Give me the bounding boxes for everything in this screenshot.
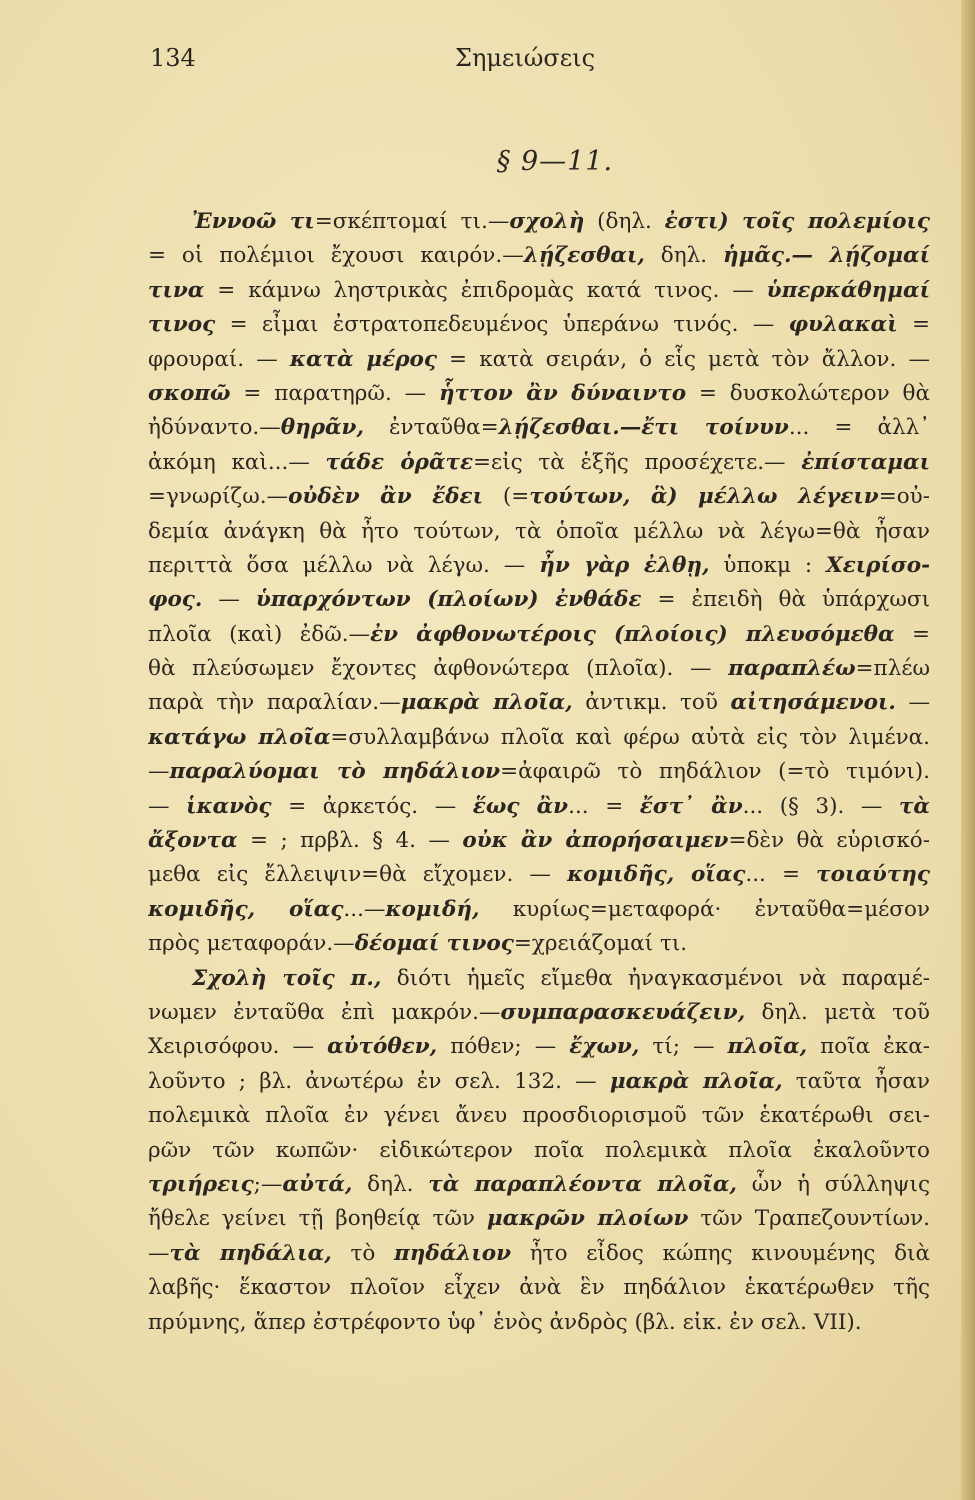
greek-term: τὰ παραπλέοντα πλοῖα,: [428, 1171, 737, 1197]
page-edge: [961, 0, 975, 1500]
text-line: [148, 686, 930, 720]
text-line: [148, 205, 930, 239]
gloss-text: ...—: [343, 896, 386, 922]
gloss-text: δηλ.: [644, 243, 723, 269]
gloss-text: φρουραί. —: [148, 346, 290, 372]
greek-term: ἦν γὰρ ἐλθῃ,: [539, 552, 710, 578]
gloss-text: τῶν Τραπεζουντίων.: [688, 1206, 930, 1232]
gloss-text: παρὰ τὴν παραλίαν.—: [148, 690, 401, 716]
gloss-text: πρὸς μεταφοράν.—: [148, 931, 355, 957]
text-line: [148, 343, 930, 377]
text-line: [148, 1271, 930, 1305]
gloss-text: =γνωρίζω.—: [148, 484, 289, 510]
text-line: [148, 858, 930, 892]
gloss-text: —: [148, 793, 187, 819]
greek-term: κατὰ μέρος: [289, 346, 437, 372]
greek-term: φος.: [148, 587, 203, 613]
gloss-text: =πλέω: [855, 656, 930, 682]
greek-term: κομιδή,: [385, 896, 480, 922]
greek-term: ἱκανὸς: [186, 793, 272, 819]
greek-term: ἕως ἂν: [472, 793, 569, 819]
text-line: [148, 1237, 930, 1271]
greek-term: τοιαύτης: [816, 862, 930, 888]
gloss-text: ἀντικμ. τοῦ: [572, 690, 731, 716]
greek-term: τούτων, ἃ) μέλλω λέγειν: [529, 484, 879, 510]
greek-term: κομιδῆς, οἵας: [567, 862, 746, 888]
text-line: [148, 274, 930, 308]
greek-term: μακρὰ πλοῖα,: [400, 690, 573, 716]
gloss-text: δεμία ἀνάγκη θὰ ἦτο τούτων, τὰ ὁποῖα μέλλω νὰ λέγω=θὰ ἦσαν: [148, 518, 930, 544]
gloss-text: =δὲν θὰ εὑρισκό-: [728, 828, 930, 854]
text-line: [148, 893, 930, 927]
gloss-text: ἐνταῦθα=: [363, 415, 499, 441]
gloss-text: = ; πρβλ. § 4. —: [237, 828, 463, 854]
gloss-text: νωμεν ἐνταῦθα ἐπὶ μακρόν.—: [148, 999, 501, 1025]
gloss-text: πρύμνης, ἅπερ ἐστρέφοντο ὑφ᾽ ἑνὸς ἀνδρὸς (βλ. εἰκ. ἐν σελ. VII).: [148, 1309, 862, 1335]
gloss-text: Χειρισόφου. —: [148, 1034, 328, 1060]
text-line: [148, 618, 930, 652]
gloss-text: τὸ: [331, 1240, 395, 1266]
greek-term: πηδάλιον: [394, 1240, 512, 1266]
greek-term: ἐπίσταμαι: [801, 449, 930, 475]
section-title-wrap: [150, 146, 930, 177]
gloss-text: —: [202, 587, 256, 613]
gloss-text: διότι ἡμεῖς εἴμεθα ἠναγκασμένοι νὰ παραμέ-: [381, 965, 930, 991]
text-line: [148, 1030, 930, 1064]
gloss-text: —: [895, 690, 930, 716]
greek-term: τὰ: [898, 793, 930, 819]
gloss-text: =σκέπτομαί τι.—: [314, 209, 510, 234]
page-number: 134: [150, 44, 196, 72]
page-header: [150, 44, 930, 80]
greek-term: τάδε ὁρᾶτε: [325, 449, 474, 475]
text-line: [148, 239, 930, 273]
text-line: [148, 790, 930, 824]
gloss-text: μεθα εἰς ἔλλειψιν=θὰ εἴχομεν. —: [148, 862, 568, 888]
greek-term: φυλακαὶ: [788, 312, 898, 338]
gloss-text: = δυσκολώτερον θὰ: [686, 380, 930, 406]
gloss-text: θὰ πλεύσωμεν ἔχοντες ἀφθονώτερα (πλοῖα). —: [148, 656, 729, 682]
gloss-text: =: [894, 621, 930, 647]
greek-term: σκοπῶ: [148, 380, 231, 406]
gloss-text: περιττὰ ὅσα μέλλω νὰ λέγω. —: [148, 552, 540, 578]
text-line: [148, 1306, 930, 1340]
section-title: § 9—11.: [496, 146, 614, 177]
greek-term: ὑπερκάθημαί: [766, 277, 930, 303]
gloss-text: ... =: [745, 862, 817, 888]
text-line: [148, 824, 930, 858]
greek-term: τινα: [148, 277, 205, 303]
text-line: [148, 652, 930, 686]
greek-term: Σχολὴ τοῖς π.,: [192, 965, 382, 991]
gloss-text: =ἀφαιρῶ τὸ πηδάλιον (=τὸ τιμόνι).: [500, 759, 930, 785]
text-line: [148, 1134, 930, 1168]
text-line: [148, 1099, 930, 1133]
greek-term: ἐστι) τοῖς πολεμίοις: [664, 209, 930, 234]
gloss-text: πλοῖα (καὶ) ἐδῶ.—: [148, 621, 371, 647]
text-line: [148, 446, 930, 480]
greek-term: μακρὰ πλοῖα,: [609, 1068, 783, 1094]
gloss-text: πολεμικὰ πλοῖα ἐν γένει ἄνευ προσδιορισμοῦ τῶν ἑκατέρωθι σει-: [148, 1103, 930, 1129]
gloss-text: = παρατηρῶ. —: [230, 380, 439, 406]
text-line: [148, 411, 930, 445]
greek-term: κομιδῆς, οἵας: [148, 896, 344, 922]
gloss-text: ρῶν τῶν κωπῶν· εἰδικώτερον ποῖα πολεμικὰ πλοῖα ἐκαλοῦντο: [148, 1137, 930, 1163]
greek-term: Ἐννοῶ τι: [192, 209, 315, 234]
greek-term: οὐδὲν ἂν ἔδει: [288, 484, 483, 510]
greek-term: τὰ πηδάλια,: [169, 1240, 332, 1266]
text-line: [148, 927, 930, 961]
gloss-text: λοῦντο ; βλ. ἀνωτέρω ἐν σελ. 132. —: [148, 1068, 610, 1094]
text-line: [148, 308, 930, 342]
greek-term: λῄζεσθαι.—ἔτι τοίνυν: [498, 415, 789, 441]
text-line: [148, 962, 930, 996]
text-line: [148, 755, 930, 789]
gloss-text: =χρειάζομαί τι.: [513, 931, 688, 957]
gloss-text: = κατὰ σειράν, ὁ εἷς μετὰ τὸν ἄλλον. —: [436, 346, 930, 372]
greek-term: ἄξοντα: [148, 828, 238, 854]
gloss-text: ἀκόμη καὶ...—: [148, 449, 326, 475]
greek-term: παραπλέω: [728, 656, 856, 682]
text-line: [148, 583, 930, 617]
gloss-text: = οἱ πολέμιοι ἔχουσι καιρόν.—: [148, 243, 524, 269]
text-line: [148, 721, 930, 755]
greek-term: ἧττον ἂν δύναιντο: [438, 380, 687, 406]
gloss-text: =εἰς τὰ ἑξῆς προσέχετε.—: [473, 449, 802, 475]
text-line: [148, 377, 930, 411]
gloss-text: = ἐπειδὴ θὰ ὑπάρχωσι: [641, 587, 930, 613]
gloss-text: —: [148, 759, 170, 785]
gloss-text: (δηλ.: [584, 209, 665, 234]
gloss-text: τί; —: [639, 1034, 728, 1060]
greek-term: αἰτησάμενοι.: [730, 690, 896, 716]
greek-term: τριήρεις: [148, 1171, 254, 1197]
gloss-text: ὧν ἡ σύλληψις: [736, 1171, 930, 1197]
text-line: [148, 996, 930, 1030]
gloss-text: =οὐ-: [878, 484, 930, 510]
greek-term: αὐτόθεν,: [327, 1034, 438, 1060]
gloss-text: δηλ.: [352, 1171, 429, 1197]
greek-term: πλοῖα,: [727, 1034, 808, 1060]
greek-term: ἔστ᾽ ἂν: [639, 793, 743, 819]
gloss-text: ἤθελε γείνει τῇ βοηθείᾳ τῶν: [148, 1206, 487, 1232]
gloss-text: κυρίως=μεταφορά· ἐνταῦθα=μέσον: [479, 896, 930, 922]
greek-term: θηρᾶν,: [280, 415, 364, 441]
greek-term: οὐκ ἂν ἀπορήσαιμεν: [462, 828, 729, 854]
gloss-text: ποῖα ἐκα-: [807, 1034, 930, 1060]
notes-body: [148, 205, 930, 1340]
greek-term: κατάγω πλοῖα: [148, 724, 331, 750]
text-line: [148, 549, 930, 583]
greek-term: μακρῶν πλοίων: [486, 1206, 689, 1232]
greek-term: παραλύομαι τὸ πηδάλιον: [169, 759, 501, 785]
text-line: [148, 480, 930, 514]
gloss-text: ὑποκμ :: [709, 552, 827, 578]
gloss-text: ἦτο εἶδος κώπης κινουμένης διὰ: [511, 1240, 930, 1266]
gloss-text: =: [897, 312, 930, 338]
gloss-text: λαβῆς· ἕκαστον πλοῖον εἶχεν ἀνὰ ἓν πηδάλιον ἑκατέρωθεν τῆς: [148, 1275, 930, 1301]
text-line: [148, 1065, 930, 1099]
running-title: Σημειώσεις: [454, 44, 596, 72]
greek-term: λῄζεσθαι,: [523, 243, 645, 269]
text-line: [148, 515, 930, 549]
greek-term: συμπαρασκευάζειν,: [500, 999, 746, 1025]
gloss-text: ... (§ 3). —: [742, 793, 899, 819]
gloss-text: πόθεν; —: [437, 1034, 570, 1060]
text-line: [148, 1202, 930, 1236]
greek-term: τινος: [148, 312, 216, 338]
text-line: [148, 1168, 930, 1202]
greek-term: δέομαί τινος: [354, 931, 514, 957]
greek-term: ἔχων,: [569, 1034, 640, 1060]
gloss-text: ;—: [253, 1171, 283, 1197]
gloss-text: = κάμνω ληστρικὰς ἐπιδρομὰς κατά τινος. —: [204, 277, 767, 303]
greek-term: ἡμᾶς.— λῄζομαί: [722, 243, 930, 269]
greek-term: ὑπαρχόντων (πλοίων) ἐνθάδε: [255, 587, 642, 613]
gloss-text: ἠδύναντο.—: [148, 415, 281, 441]
gloss-text: —: [148, 1240, 170, 1266]
gloss-text: δηλ. μετὰ τοῦ: [745, 999, 930, 1025]
gloss-text: ... =: [568, 793, 640, 819]
gloss-text: =συλλαμβάνω πλοῖα καὶ φέρω αὐτὰ εἰς τὸν λιμένα.: [330, 724, 930, 750]
gloss-text: ... = ἀλλ᾽: [788, 415, 930, 441]
greek-term: ἐν ἀφθονωτέροις (πλοίοις) πλευσόμεθα: [370, 621, 895, 647]
gloss-text: (=: [483, 484, 530, 510]
gloss-text: = ἀρκετός. —: [271, 793, 473, 819]
gloss-text: ταῦτα ἦσαν: [782, 1068, 930, 1094]
gloss-text: = εἶμαι ἐστρατοπεδευμένος ὑπεράνω τινός. —: [215, 312, 789, 338]
greek-term: αὐτά,: [282, 1171, 353, 1197]
greek-term: σχολὴ: [509, 209, 585, 234]
greek-term: Χειρίσο-: [826, 552, 930, 578]
